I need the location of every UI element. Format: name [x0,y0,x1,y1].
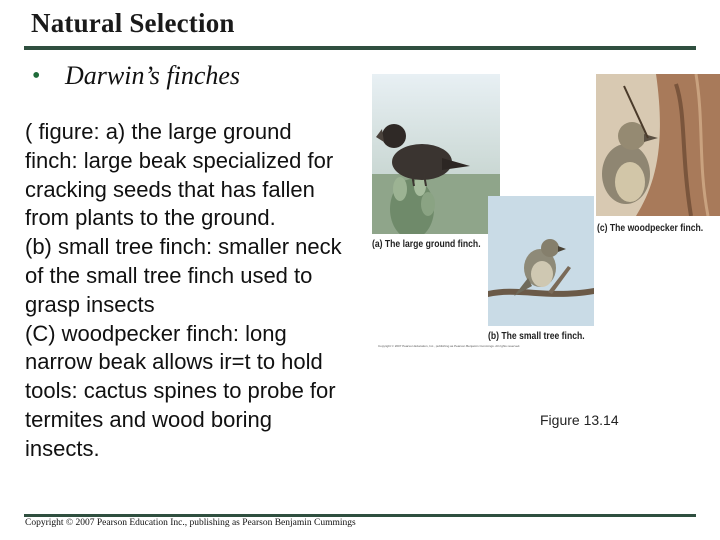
bullet-marker: • [32,63,41,89]
label-large-ground-finch: (a) The large ground finch. [372,238,481,250]
photo-small-tree-finch [488,196,594,326]
photo-large-ground-finch [372,74,500,234]
figure-caption: Figure 13.14 [540,412,619,428]
label-woodpecker-finch: (c) The woodpecker finch. [597,222,704,234]
footer-divider [24,514,696,517]
photo-woodpecker-finch [596,74,720,216]
footer-copyright: Copyright © 2007 Pearson Education Inc., publishing as Pearson Benjamin Cummings [25,518,356,528]
figure-description: ( figure: a) the large ground finch: large beak specialized for cracking seeds that has fallen from plants to the ground. (b) small tree finch: smaller neck of the small tree finch used to grasp insects (C) woodpecker finch: long narrow beak allows ir=t to hold tools: cactus spines to probe for termites and wood boring insects. [25,119,342,461]
slide-title: Natural Selection [31,8,235,38]
figure-credit-line: Copyright © 2007 Pearson Education, Inc., publishing as Pearson Benjamin Cummings. All rights reserved. [378,345,521,348]
title-divider [24,46,696,50]
label-small-tree-finch: (b) The small tree finch. [488,330,585,342]
slide-subtitle: Darwin’s finches [65,61,241,90]
